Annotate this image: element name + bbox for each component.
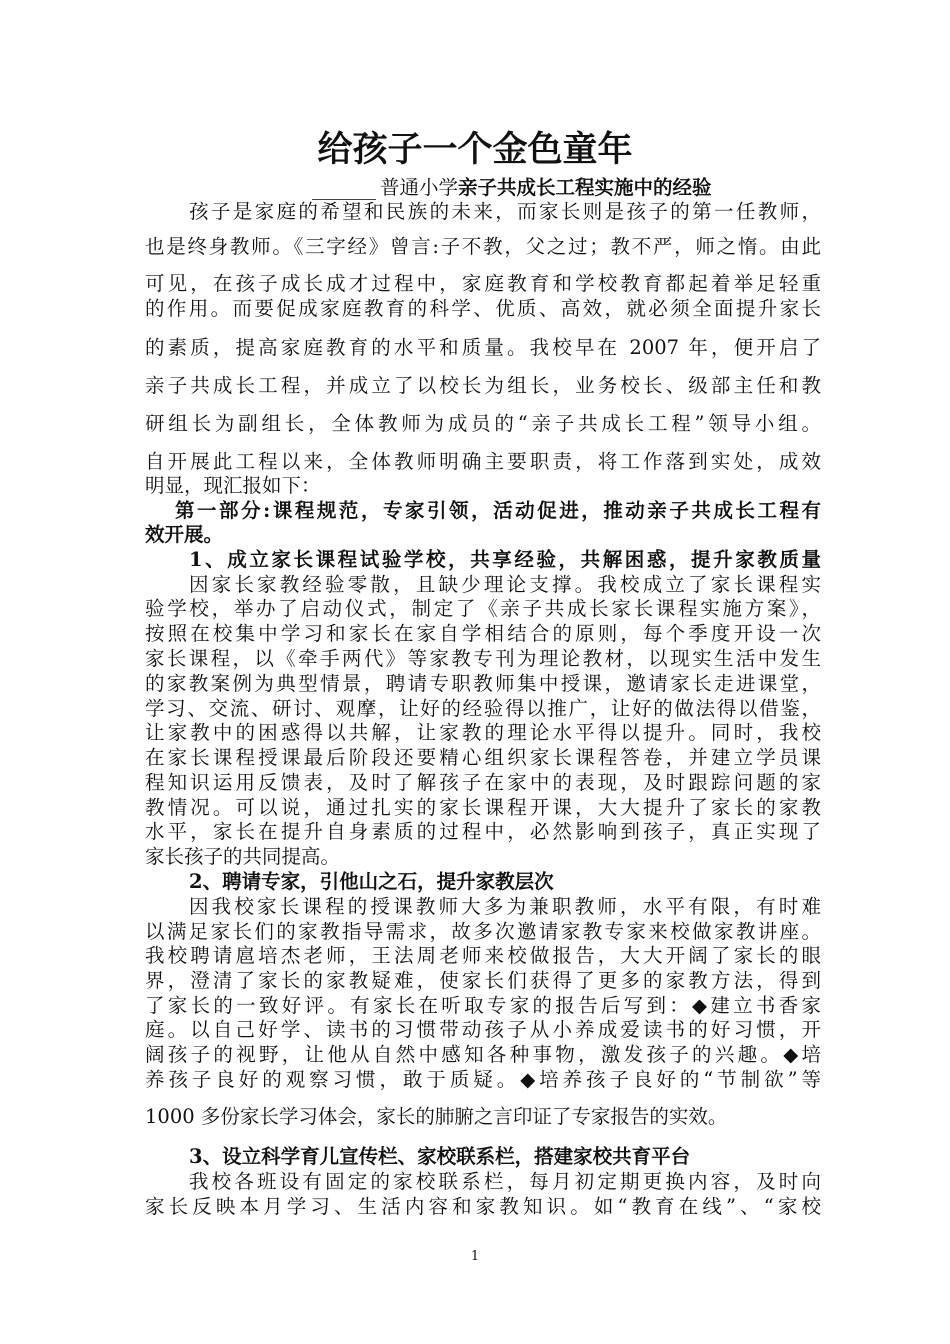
body-text-line: 因我校家长课程的授课教师大多为兼职教师，水平有限，有时难	[189, 895, 821, 918]
body-text-line: 让家教中的困惑得以共解，让家教的理论水平得以提升。同时，我校	[145, 721, 821, 744]
body-text-line: 1000 多份家长学习体会，家长的肺腑之言印证了专家报告的实效。	[145, 1105, 728, 1128]
body-text-line: 可见，在孩子成长成才过程中，家庭教育和学校教育都起着举足轻重	[145, 272, 821, 295]
body-text-line: 在家长课程授课最后阶段还要精心组织家长课程答卷，并建立学员课	[145, 746, 821, 769]
body-text-line: 我校聘请扈培杰老师，王法周老师来校做报告，大大开阔了家长的眼	[145, 944, 821, 967]
body-text-line: 教情况。可以说，通过扎实的家长课程开课，大大提升了家长的家教	[145, 796, 821, 819]
body-text-line: 以满足家长们的家教指导需求，故多次邀请家教专家来校做家教讲座。	[145, 920, 821, 943]
subtitle-bold: 亲子共成长工程实施中的经验	[458, 176, 712, 199]
body-text-line: 的素质，提高家庭教育的水平和质量。我校早在 2007 年，便开启了	[145, 336, 821, 359]
document-subtitle	[312, 176, 712, 200]
body-text-line: 家长反映本月学习、生活内容和家教知识。如“教育在线”、“家校	[145, 1195, 821, 1218]
body-text-line: 程知识运用反馈表，及时了解孩子在家中的表现，及时跟踪问题的家	[145, 771, 821, 794]
subtitle-blank-underline	[312, 182, 376, 200]
body-text-line: 了家长的一致好评。有家长在听取专家的报告后写到：◆建立书香家	[145, 994, 821, 1017]
body-text-line: 研组长为副组长，全体教师为成员的“亲子共成长工程”领导小组。	[145, 412, 821, 435]
body-text-line: 明显，现汇报如下：	[145, 474, 321, 497]
subtitle-prefix: 普通小学	[380, 176, 459, 199]
body-text-line: 的家教案例为典型情景，聘请专职教师集中授课，邀请家长走进课堂，	[145, 672, 821, 695]
section-heading-line: 2、聘请专家，引他山之石，提升家教层次	[189, 870, 554, 893]
body-text-line: 自开展此工程以来，全体教师明确主要职责，将工作落到实处，成效	[145, 450, 821, 473]
document-title: 给孩子一个金色童年	[317, 129, 633, 170]
body-text-line: 验学校，举办了启动仪式，制定了《亲子共成长家长课程实施方案》，	[145, 597, 821, 620]
body-text-line: 家长课程，以《牵手两代》等家教专刊为理论教材，以现实生活中发生	[145, 647, 821, 670]
body-text-line: 因家长家教经验零散，且缺少理论支撑。我校成立了家长课程实	[189, 573, 821, 596]
body-text-line: 阔孩子的视野，让他从自然中感知各种事物，激发孩子的兴趣。◆培	[145, 1043, 821, 1066]
body-text-line: 也是终身教师。《三字经》曾言:子不教，父之过；教不严，师之惰。由此	[145, 235, 821, 258]
body-text-line: 家长孩子的共同提高。	[145, 845, 341, 868]
section-heading-line: 效开展。	[145, 523, 224, 546]
body-text-line: 庭。以自己好学、读书的习惯带动孩子从小养成爱读书的好习惯，开	[145, 1018, 821, 1041]
body-text-line: 的作用。而要促成家庭教育的科学、优质、高效，就必须全面提升家长	[145, 297, 821, 320]
body-text-line: 学习、交流、研讨、观摩，让好的经验得以推广，让好的做法得以借鉴，	[145, 697, 821, 720]
body-text-line: 按照在校集中学习和家长在家自学相结合的原则，每个季度开设一次	[145, 622, 821, 645]
body-text-line: 我校各班设有固定的家校联系栏，每月初定期更换内容，及时向	[189, 1170, 821, 1193]
body-text-line: 水平，家长在提升自身素质的过程中，必然影响到孩子，真正实现了	[145, 820, 821, 843]
section-heading-line: 1、成立家长课程试验学校，共享经验，共解困惑，提升家教质量	[189, 548, 821, 571]
section-heading-line: 第一部分:课程规范，专家引领，活动促进，推动亲子共成长工程有	[175, 499, 821, 522]
body-text-line: 界，澄清了家长的家教疑难，使家长们获得了更多的家教方法，得到	[145, 969, 821, 992]
body-text-line: 亲子共成长工程，并成立了以校长为组长，业务校长、级部主任和教	[145, 374, 821, 397]
section-heading-line: 3、设立科学育儿宣传栏、家校联系栏，搭建家校共育平台	[189, 1145, 691, 1168]
body-text-line: 孩子是家庭的希望和民族的未来，而家长则是孩子的第一任教师，	[189, 200, 821, 223]
page-number: 1	[470, 1249, 480, 1264]
body-text-line: 养孩子良好的观察习惯，敢于质疑。◆培养孩子良好的“节制欲”等	[145, 1068, 821, 1091]
